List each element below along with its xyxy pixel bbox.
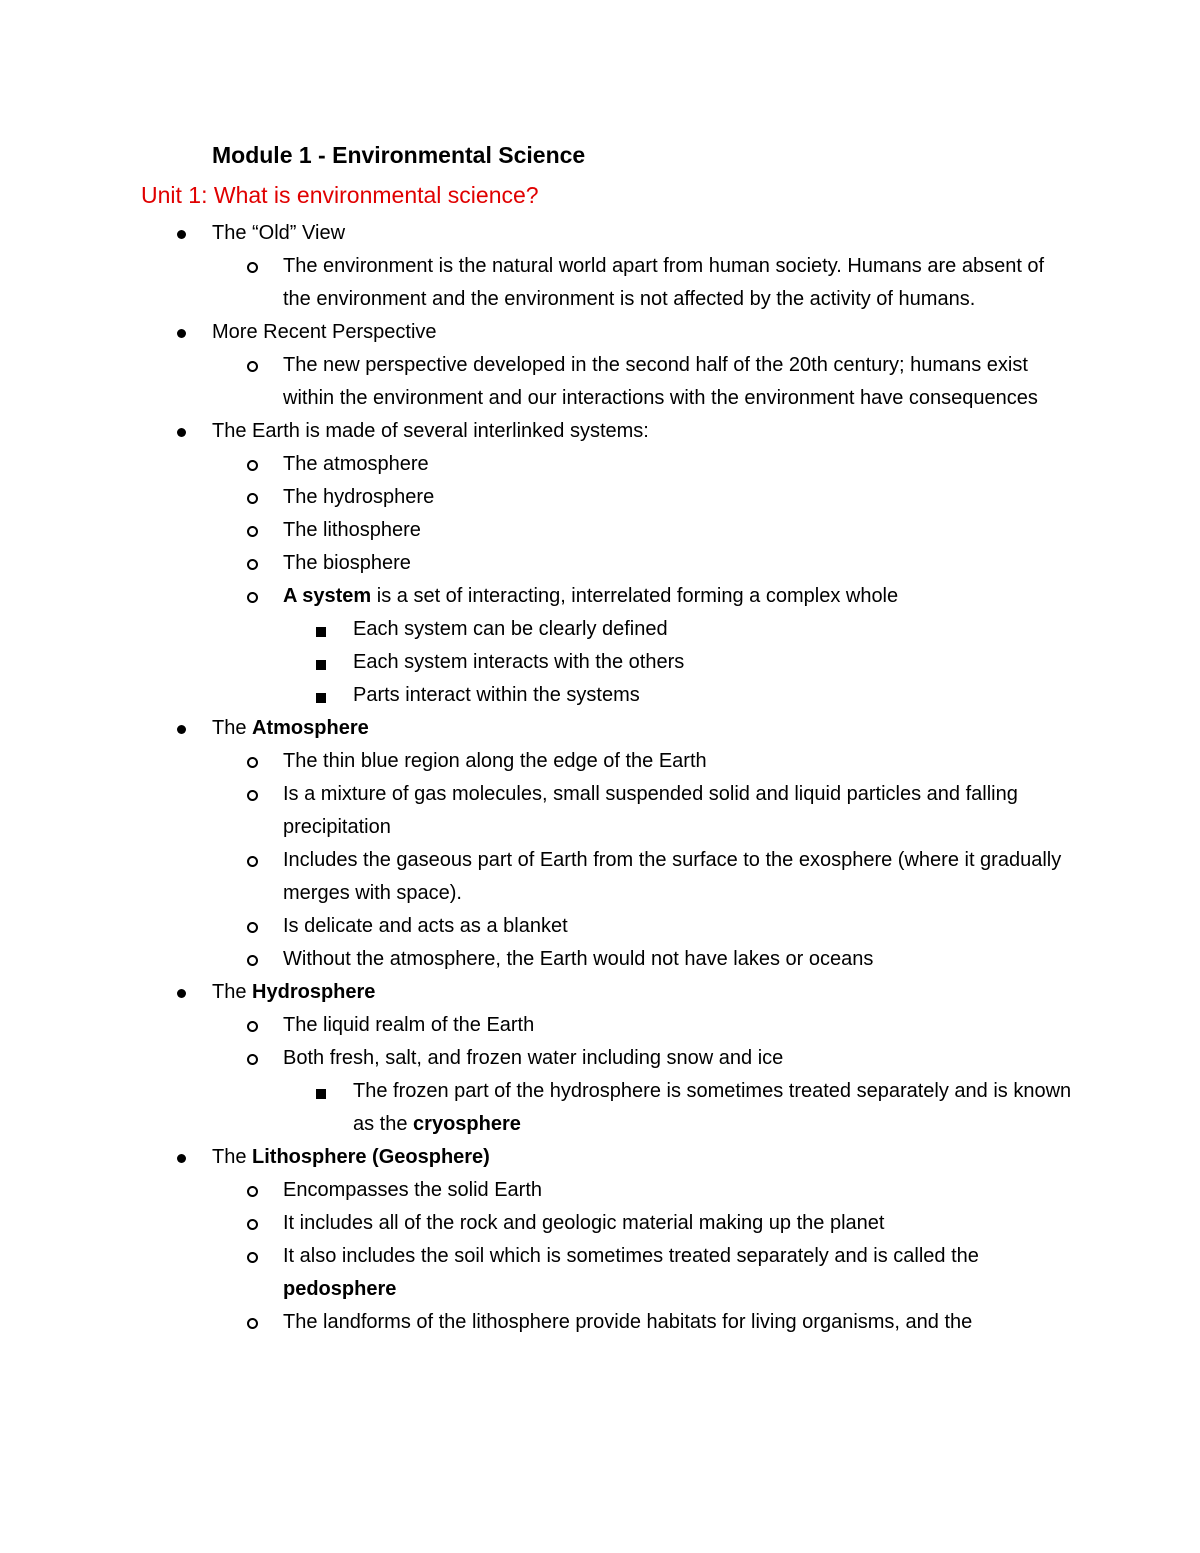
circle-bullet-icon [247, 745, 258, 779]
list-item [0, 481, 1073, 514]
square-bullet-icon [316, 613, 326, 648]
square-bullet-icon [316, 646, 326, 681]
list-item [0, 448, 1073, 481]
circle-bullet-icon [247, 547, 258, 581]
item-text: The Earth is made of several interlinked systems: [212, 420, 649, 442]
item-text: The hydrosphere [283, 486, 435, 508]
item-text: The “Old” View [212, 222, 346, 244]
circle-bullet-icon [247, 1042, 258, 1076]
bold-term: pedosphere [283, 1278, 397, 1300]
list-item [0, 1141, 1072, 1174]
circle-bullet-icon [247, 1009, 258, 1043]
circle-bullet-icon [247, 349, 258, 383]
list-item [0, 943, 1073, 976]
list-item [0, 646, 1073, 679]
square-bullet-icon [316, 679, 326, 714]
list-item [0, 316, 1072, 349]
outline [0, 217, 1200, 1339]
list-item [0, 1009, 1073, 1042]
item-text: The frozen part of the hydrosphere is sometimes treated separately and is known as the [353, 1080, 1072, 1135]
list-item [0, 250, 1073, 316]
list-item [0, 514, 1073, 547]
list-item [0, 1207, 1073, 1240]
item-text: Each system interacts with the others [353, 651, 685, 673]
list-item [0, 778, 1073, 844]
circle-bullet-icon [247, 1306, 258, 1340]
square-bullet-icon [316, 1075, 326, 1110]
bullet-icon [177, 316, 186, 349]
item-text: Each system can be clearly defined [353, 618, 668, 640]
circle-bullet-icon [247, 448, 258, 482]
list-item [0, 547, 1073, 580]
list-item [0, 1306, 1073, 1339]
list-item [0, 349, 1073, 415]
item-text: The biosphere [283, 552, 411, 574]
bold-term: Hydrosphere [252, 981, 376, 1003]
circle-bullet-icon [247, 943, 258, 977]
bold-term: A system [283, 585, 372, 607]
circle-bullet-icon [247, 580, 258, 614]
item-text: Without the atmosphere, the Earth would not have lakes or oceans [283, 948, 874, 970]
circle-bullet-icon [247, 514, 258, 548]
list-item [0, 1075, 1073, 1141]
circle-bullet-icon [247, 1240, 258, 1274]
circle-bullet-icon [247, 250, 258, 284]
list-item [0, 580, 1073, 613]
item-text: The [212, 717, 253, 739]
item-text: The [212, 1146, 253, 1168]
circle-bullet-icon [247, 481, 258, 515]
item-text: The thin blue region along the edge of the Earth [283, 750, 707, 772]
item-text: Is delicate and acts as a blanket [283, 915, 568, 937]
item-text: It includes all of the rock and geologic material making up the planet [283, 1212, 885, 1234]
item-text: It also includes the soil which is sometimes treated separately and is called the [283, 1245, 979, 1267]
item-text: Is a mixture of gas molecules, small suspended solid and liquid particles and falling precipitation [283, 783, 1018, 838]
circle-bullet-icon [247, 844, 258, 878]
item-text: Both fresh, salt, and frozen water including snow and ice [283, 1047, 784, 1069]
list-item [0, 1240, 1073, 1306]
item-text: More Recent Perspective [212, 321, 437, 343]
document-title: Module 1 - Environmental Science [212, 142, 586, 168]
item-text: The [212, 981, 253, 1003]
list-item [0, 613, 1073, 646]
bullet-icon [177, 415, 186, 448]
bullet-icon [177, 712, 186, 745]
item-text: The liquid realm of the Earth [283, 1014, 535, 1036]
item-text: Includes the gaseous part of Earth from the surface to the exosphere (where it gradually merges with space). [283, 849, 1062, 904]
list-item [0, 844, 1073, 910]
circle-bullet-icon [247, 778, 258, 812]
circle-bullet-icon [247, 1207, 258, 1241]
bullet-icon [177, 976, 186, 1009]
list-item [0, 1042, 1073, 1075]
item-text: The lithosphere [283, 519, 421, 541]
circle-bullet-icon [247, 910, 258, 944]
list-item [0, 415, 1072, 448]
bold-term: Atmosphere [252, 717, 369, 739]
item-text: Encompasses the solid Earth [283, 1179, 543, 1201]
item-text: The new perspective developed in the second half of the 20th century; humans exist within the environment and our interactions with the environment have consequences [283, 354, 1038, 409]
item-text: Parts interact within the systems [353, 684, 640, 706]
list-item [0, 976, 1072, 1009]
list-item [0, 1174, 1073, 1207]
list-item [0, 679, 1073, 712]
item-text: The landforms of the lithosphere provide habitats for living organisms, and the [283, 1311, 973, 1333]
list-item [0, 217, 1072, 250]
bold-term: cryosphere [413, 1113, 521, 1135]
list-item [0, 745, 1073, 778]
bullet-icon [177, 1141, 186, 1174]
bullet-icon [177, 217, 186, 250]
item-text: The atmosphere [283, 453, 429, 475]
list-item [0, 712, 1072, 745]
item-text: is a set of interacting, interrelated forming a complex whole [371, 585, 899, 607]
unit-heading: Unit 1: What is environmental science? [141, 182, 539, 208]
circle-bullet-icon [247, 1174, 258, 1208]
bold-term: Lithosphere (Geosphere) [252, 1146, 490, 1168]
list-item [0, 910, 1073, 943]
item-text: The environment is the natural world apart from human society. Humans are absent of the environment and the environment is not affected by the activity of humans. [283, 255, 1045, 310]
